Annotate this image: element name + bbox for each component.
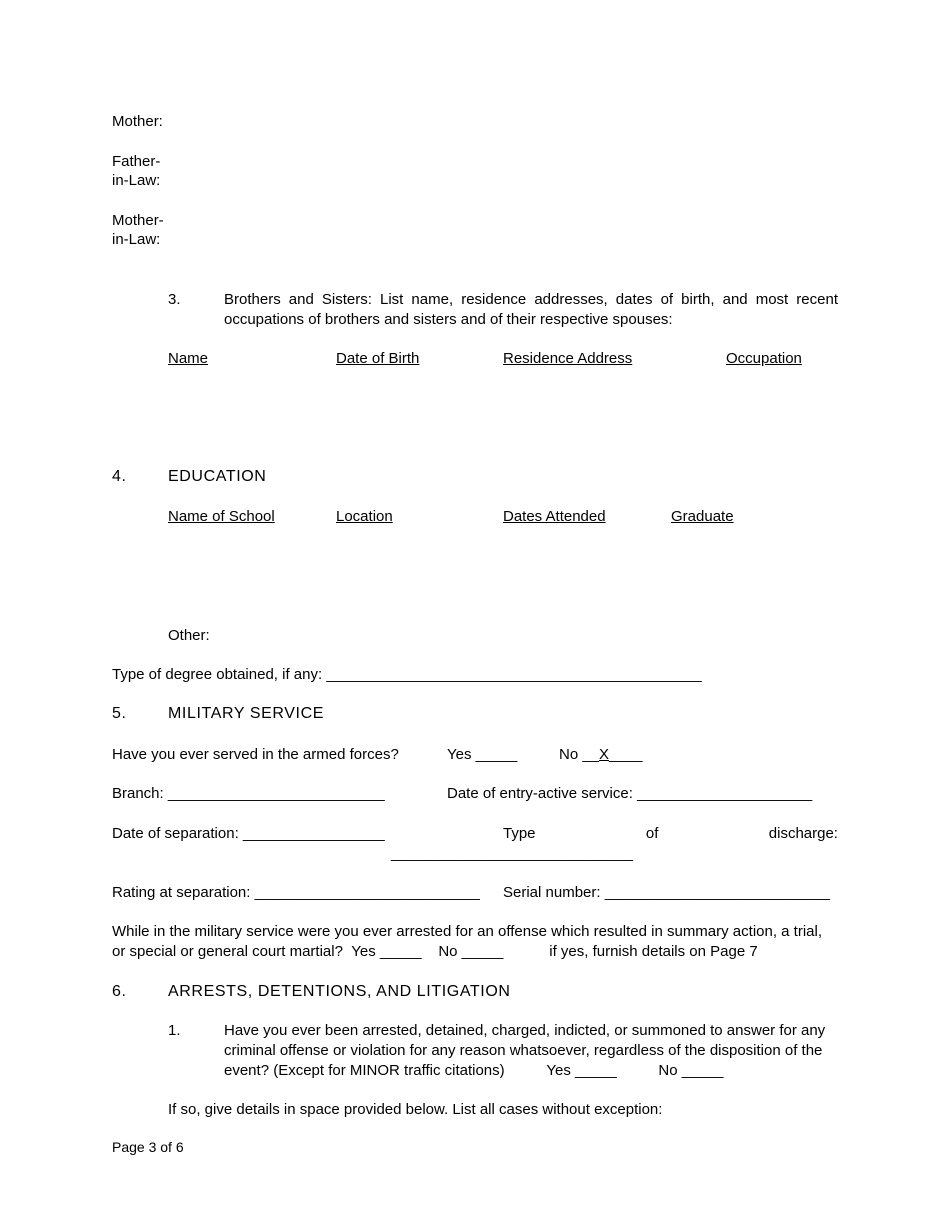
arrests-item-question bbox=[224, 1021, 838, 1081]
discharge-type-blank: _____________________________ bbox=[391, 845, 633, 862]
separation-date-field: Date of separation: _________________ bbox=[112, 825, 385, 842]
rating-field: Rating at separation: ___________________________ bbox=[112, 884, 480, 901]
discharge-word-discharge: discharge: bbox=[768, 825, 838, 842]
military-arrest-no: No _____ bbox=[438, 943, 504, 960]
siblings-instructions: Brothers and Sisters: List name, residence addresses, dates of birth, and most recent occupations of brothers and sisters and of their respective spouses: bbox=[224, 291, 838, 328]
education-heading: EDUCATION bbox=[168, 468, 267, 485]
education-other-label: Other: bbox=[168, 627, 210, 644]
discharge-word-type: Type bbox=[503, 825, 536, 842]
military-arrest-details: if yes, furnish details on Page 7 bbox=[549, 943, 758, 960]
arrests-number: 6. bbox=[112, 983, 127, 1000]
served-question: Have you ever served in the armed forces? bbox=[112, 746, 399, 763]
education-col-school: Name of School bbox=[168, 508, 275, 525]
served-no-mark: X bbox=[599, 746, 610, 763]
served-no-field bbox=[559, 745, 642, 765]
education-col-dates: Dates Attended bbox=[503, 508, 606, 525]
military-arrest-text: While in the military service were you ever arrested for an offense which resulted in summary action, a trial, or special or general court martial? bbox=[112, 923, 823, 960]
siblings-col-dob: Date of Birth bbox=[336, 350, 420, 367]
branch-field: Branch: __________________________ bbox=[112, 785, 385, 802]
degree-field: Type of degree obtained, if any: _____________________________________________ bbox=[112, 666, 702, 683]
arrests-item-no: No _____ bbox=[658, 1062, 724, 1079]
discharge-type-label bbox=[503, 824, 838, 844]
mother-in-law-label-line2: in-Law: bbox=[112, 231, 161, 248]
siblings-col-name: Name bbox=[168, 350, 209, 367]
discharge-word-of: of bbox=[645, 825, 659, 842]
father-in-law-label-line1: Father- bbox=[112, 153, 161, 170]
military-arrest-yes: Yes _____ bbox=[351, 943, 422, 960]
entry-date-field: Date of entry-active service: _____________________ bbox=[447, 785, 813, 802]
serial-number-field: Serial number: ___________________________ bbox=[503, 884, 830, 901]
father-in-law-label-line2: in-Law: bbox=[112, 172, 161, 189]
military-heading: MILITARY SERVICE bbox=[168, 705, 325, 722]
arrests-heading: ARRESTS, DETENTIONS, AND LITIGATION bbox=[168, 983, 511, 1000]
arrests-item-number: 1. bbox=[168, 1022, 181, 1039]
served-yes-field: Yes _____ bbox=[447, 746, 518, 763]
siblings-col-occupation: Occupation bbox=[726, 350, 802, 367]
served-no-prefix: No __ bbox=[559, 746, 600, 763]
arrests-item-yes: Yes _____ bbox=[546, 1062, 617, 1079]
mother-label: Mother: bbox=[112, 113, 163, 130]
arrests-details-instruction: If so, give details in space provided below. List all cases without exception: bbox=[168, 1101, 663, 1118]
served-no-suffix: ____ bbox=[609, 746, 643, 763]
siblings-item-number: 3. bbox=[168, 291, 181, 308]
siblings-col-address: Residence Address bbox=[503, 350, 633, 367]
military-number: 5. bbox=[112, 705, 127, 722]
education-number: 4. bbox=[112, 468, 127, 485]
mother-in-law-label-line1: Mother- bbox=[112, 212, 164, 229]
arrests-item-text: Have you ever been arrested, detained, charged, indicted, or summoned to answer for any criminal offense or violation for any reason whatsoever, regardless of the disposition of the event? (Except for MINOR traffic citations) bbox=[224, 1022, 826, 1079]
education-col-graduate: Graduate bbox=[671, 508, 734, 525]
education-col-location: Location bbox=[336, 508, 393, 525]
military-arrest-question bbox=[112, 922, 838, 962]
page-number: Page 3 of 6 bbox=[112, 1139, 184, 1155]
